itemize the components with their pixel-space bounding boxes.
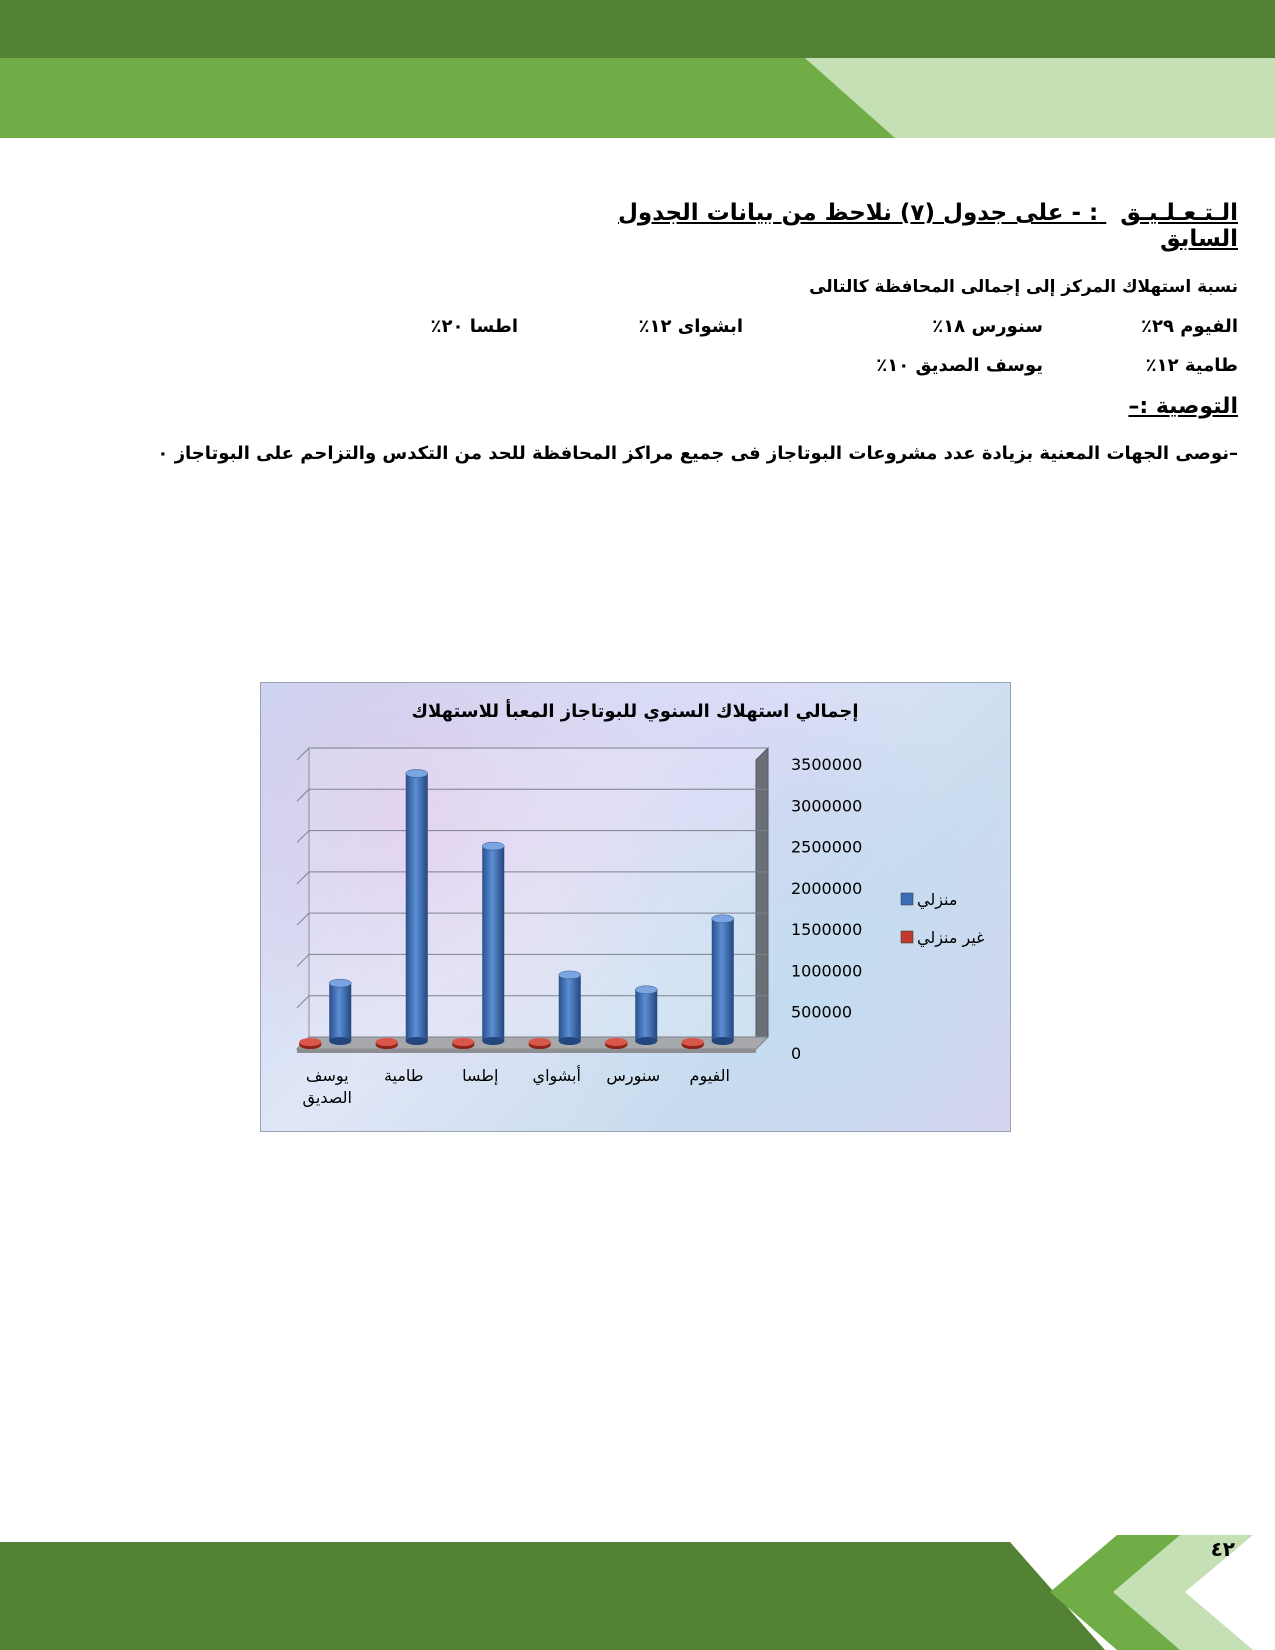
- bar-nonhome-top: [682, 1038, 704, 1046]
- pct-item-itsa: اطسا ٢٠٪: [430, 316, 518, 337]
- chart-back-wall: [309, 748, 768, 1037]
- x-category-label: طامية: [383, 1066, 424, 1085]
- consumption-chart: [260, 682, 1011, 1132]
- header-green-wedge: [0, 58, 895, 138]
- bar-home-top: [635, 986, 657, 994]
- gridline-diag: [297, 872, 309, 884]
- x-category-label: الفيوم: [689, 1066, 730, 1085]
- header-dark-strip: [0, 0, 1275, 60]
- chart-side-wall: [756, 748, 768, 1049]
- bar-home-top: [329, 979, 351, 987]
- bar-home: [635, 990, 657, 1041]
- gridline-diag: [297, 954, 309, 966]
- pct-item-yousef-el-seddik: يوسف الصديق ١٠٪: [876, 355, 1043, 376]
- pct-item-tamiya: طامية ١٢٪: [1145, 355, 1238, 376]
- legend-swatch: [901, 893, 913, 905]
- bar-nonhome-top: [299, 1038, 321, 1046]
- bar-nonhome-top: [376, 1038, 398, 1046]
- chart-title: إجمالي استهلاك السنوي للبوتاجاز المعبأ للاستهلاك: [411, 701, 859, 722]
- y-tick-label: 2000000: [791, 878, 863, 898]
- y-tick-label: 3500000: [791, 755, 863, 774]
- comment-text: على جدول (٧) نلاحظ من بيانات الجدول السابق: [617, 200, 1238, 252]
- x-category-label: إطسا: [462, 1066, 499, 1085]
- bar-home-base: [406, 1037, 428, 1045]
- bar-nonhome-top: [452, 1038, 474, 1046]
- bar-home: [482, 846, 504, 1041]
- bar-home-base: [712, 1037, 734, 1045]
- y-tick-label: 500000: [791, 1002, 853, 1022]
- chart-svg: [261, 683, 1010, 1131]
- comment-separator: : -: [1071, 200, 1099, 226]
- bar-nonhome-top: [605, 1038, 627, 1046]
- bar-home-top: [559, 971, 581, 979]
- bar-home: [712, 919, 734, 1041]
- y-tick-label: 0: [791, 1044, 802, 1063]
- legend-label: غير منزلي: [917, 928, 985, 947]
- y-tick-label: 1500000: [791, 920, 863, 940]
- chart-floor-edge: [297, 1049, 756, 1053]
- comment-heading: [598, 200, 1238, 252]
- gridline-diag: [297, 789, 309, 801]
- legend-label: منزلي: [917, 890, 958, 909]
- header-banner: [0, 0, 1275, 140]
- bar-home: [559, 975, 581, 1041]
- bar-home-base: [329, 1037, 351, 1045]
- bar-home-top: [482, 842, 504, 850]
- x-category-label: أبشواي: [532, 1066, 581, 1085]
- bar-home-base: [482, 1037, 504, 1045]
- x-category-label: سنورس: [606, 1066, 661, 1085]
- bar-home-base: [635, 1037, 657, 1045]
- y-tick-label: 3000000: [791, 796, 863, 816]
- pct-item-fayoum: الفيوم ٢٩٪: [1141, 316, 1238, 337]
- comment-label: الـتـعـلـيـق: [1120, 200, 1238, 226]
- page-number: ٤٢: [1210, 1537, 1235, 1561]
- gridline-diag: [297, 831, 309, 843]
- bar-home-top: [712, 915, 734, 923]
- bar-nonhome-top: [529, 1038, 551, 1046]
- recommendation-text: –نوصى الجهات المعنية بزيادة عدد مشروعات البوتاجاز فى جميع مراكز المحافظة للحد من التكدس والتزاحم على البوتاجاز ٠: [157, 443, 1238, 464]
- pct-item-sinnuris: سنورس ١٨٪: [932, 316, 1043, 337]
- gridline-diag: [297, 913, 309, 925]
- footer-dark-wedge: [0, 1542, 1105, 1650]
- bar-home-top: [406, 769, 428, 777]
- intro-text: نسبة استهلاك المركز إلى إجمالى المحافظة كالتالى: [809, 277, 1238, 297]
- recommendation-title: التوصية :–: [1128, 394, 1238, 419]
- bar-home: [329, 983, 351, 1041]
- pct-item-ibshaway: ابشواى ١٢٪: [638, 316, 743, 337]
- gridline-diag: [297, 996, 309, 1008]
- bar-home-base: [559, 1037, 581, 1045]
- legend-swatch: [901, 931, 913, 943]
- x-category-label: يوسف: [305, 1066, 349, 1085]
- bar-home: [406, 773, 428, 1041]
- x-category-label: الصديق: [302, 1088, 352, 1107]
- y-tick-label: 2500000: [791, 837, 863, 857]
- y-tick-label: 1000000: [791, 961, 863, 981]
- footer-banner: [0, 1530, 1275, 1650]
- gridline-diag: [297, 748, 309, 760]
